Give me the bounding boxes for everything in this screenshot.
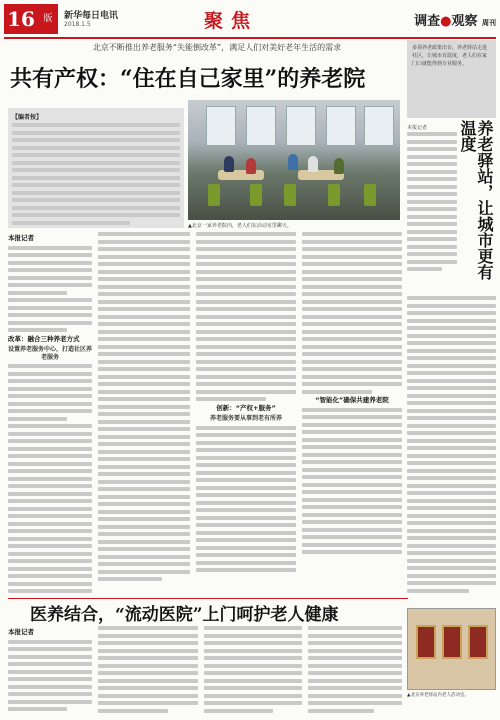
column-main: 调查: [414, 14, 441, 29]
station-photo-caption: ▲北京养老驿站内老人活动室。: [407, 693, 469, 698]
right-title: 养老驿站，让城市更有温度: [458, 120, 494, 280]
article1-col3: [196, 232, 296, 594]
editor-note-text: [12, 123, 180, 225]
article2-byline: 本报记者: [8, 628, 34, 636]
section-title: 聚焦: [204, 10, 259, 32]
page-suffix: 版: [38, 4, 58, 34]
article2-col3: [204, 626, 302, 716]
right-byline: 本报记者: [407, 125, 428, 131]
editor-note-tag: 【编者按】: [12, 114, 43, 121]
editor-note-box: [8, 108, 184, 228]
column-dot-text: 观察: [451, 14, 478, 29]
article1-col1: [8, 232, 92, 594]
photo-caption: ▲北京一家养老院内，老人们在活动室里聊天。: [188, 223, 292, 229]
article1-headline: 共有产权：“住在自己家里”的养老院: [10, 66, 366, 92]
article2-col1: [8, 626, 92, 716]
page-header: [4, 4, 496, 38]
nursing-home-photo: [188, 100, 400, 220]
paper-name: 新华每日电讯: [64, 11, 119, 21]
column-name: [414, 10, 496, 29]
subhead-reform: 改革：融合三种养老方式: [8, 334, 80, 343]
kicker-1: 设置养老服务中心，打造社区养老服务: [8, 346, 92, 361]
header-rule: [4, 37, 496, 39]
right-col-text-a: [407, 132, 457, 292]
page-number: 16: [4, 4, 38, 34]
article2-col4: [308, 626, 402, 716]
article1-deck: 北京不断推出养老服务“失能倒改革”，满足人们对美好老年生活的需求: [92, 43, 342, 52]
right-column: [407, 40, 496, 600]
right-intro: 多项养老政策出台，养老驿站走进社区，让城市有温度，老人们在家门口就能得到专业服务。: [407, 40, 496, 118]
station-photo: [407, 608, 496, 690]
issue-date: 2018.1.5: [64, 21, 91, 28]
article2-col2: [98, 626, 198, 716]
kicker-2: 养老服务要从事到老有所养: [209, 415, 282, 422]
byline: 本报记者: [8, 234, 34, 242]
article2-headline: 医养结合，“流动医院”上门呵护老人健康: [30, 605, 339, 625]
subhead-smart: “智能化”确保共建养老院: [315, 396, 389, 404]
bottom-rule: [8, 598, 408, 599]
article1-col2: [98, 232, 190, 594]
subhead-innovation: 创新：“产权+服务”: [216, 403, 276, 412]
article1-col4: [302, 232, 402, 594]
right-col-text-b: [407, 296, 496, 596]
column-dot: ●: [440, 14, 452, 29]
column-suffix: 周刊: [482, 19, 496, 27]
